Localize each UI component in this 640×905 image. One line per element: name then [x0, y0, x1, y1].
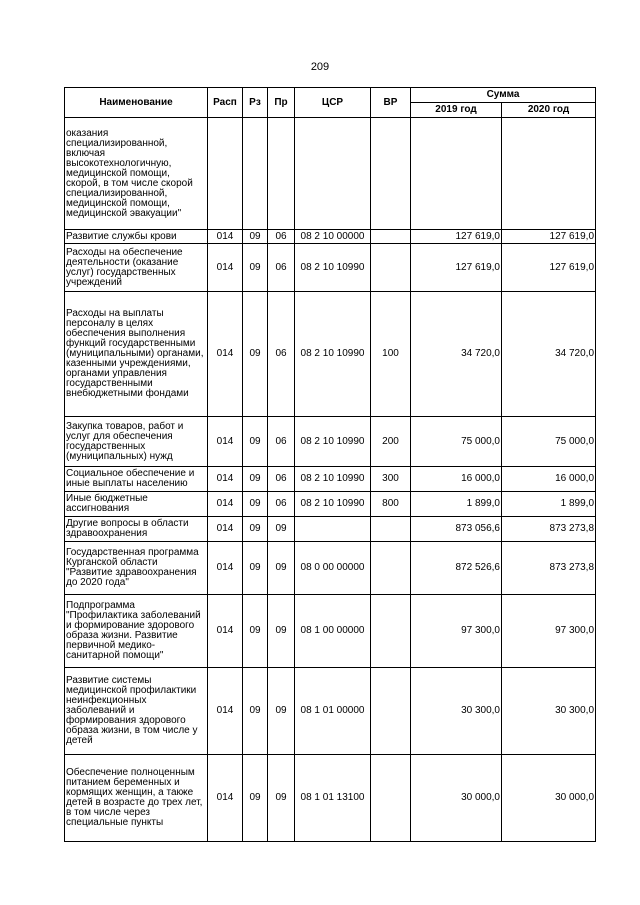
- row-csr: [295, 517, 371, 542]
- row-rz: 09: [243, 517, 268, 542]
- row-rz: 09: [243, 292, 268, 417]
- row-sum-2019: 75 000,0: [411, 417, 502, 467]
- row-csr: [295, 118, 371, 230]
- row-rasp: 014: [208, 467, 243, 492]
- page-number: 209: [310, 61, 330, 73]
- row-pr: 09: [268, 542, 295, 595]
- row-vr: [371, 668, 411, 755]
- row-name: Развитие службы крови: [65, 230, 208, 244]
- header-vr: ВР: [371, 88, 411, 118]
- row-name: Обеспечение полноценным питанием беременных и кормящих женщин, а также детей в возрасте до трех лет, в том числе через специальные пункты: [65, 755, 208, 842]
- row-rz: 09: [243, 595, 268, 668]
- row-pr: 06: [268, 417, 295, 467]
- row-sum-2020: 34 720,0: [502, 292, 596, 417]
- row-rz: 09: [243, 668, 268, 755]
- row-name: оказания специализированной, включая высокотехнологичную, медицинской помощи, скорой, в том числе скорой специализированной, медицинской помощи, медицинской эвакуации": [65, 118, 208, 230]
- row-pr: 09: [268, 595, 295, 668]
- row-vr: 300: [371, 467, 411, 492]
- row-sum-2020: [502, 118, 596, 230]
- row-rasp: 014: [208, 417, 243, 467]
- table-row: [65, 542, 596, 595]
- row-name: Расходы на обеспечение деятельности (оказание услуг) государственных учреждений: [65, 244, 208, 292]
- row-vr: 800: [371, 492, 411, 517]
- row-sum-2019: 30 300,0: [411, 668, 502, 755]
- row-vr: [371, 517, 411, 542]
- row-csr: 08 0 00 00000: [295, 542, 371, 595]
- row-sum-2019: 16 000,0: [411, 467, 502, 492]
- row-sum-2020: 127 619,0: [502, 230, 596, 244]
- table-row: [65, 668, 596, 755]
- row-vr: [371, 118, 411, 230]
- row-rasp: 014: [208, 595, 243, 668]
- row-rasp: 014: [208, 755, 243, 842]
- row-rz: 09: [243, 230, 268, 244]
- row-csr: 08 1 01 13100: [295, 755, 371, 842]
- budget-table: [64, 87, 596, 842]
- row-rasp: 014: [208, 492, 243, 517]
- row-pr: 06: [268, 244, 295, 292]
- table-row: [65, 230, 596, 244]
- row-name: Социальное обеспечение и иные выплаты населению: [65, 467, 208, 492]
- table-row: [65, 595, 596, 668]
- table-row: [65, 417, 596, 467]
- header-2019: 2019 год: [411, 103, 502, 118]
- row-pr: 06: [268, 230, 295, 244]
- row-sum-2020: 873 273,8: [502, 542, 596, 595]
- row-pr: [268, 118, 295, 230]
- row-name: Расходы на выплаты персоналу в целях обеспечения выполнения функций государственными (муниципальными) органами, казенными учреждениями, органами управления государственными внебюджетными фондами: [65, 292, 208, 417]
- row-pr: 06: [268, 492, 295, 517]
- row-name: Государственная программа Курганской области "Развитие здравоохранения до 2020 года": [65, 542, 208, 595]
- row-csr: 08 2 10 10990: [295, 492, 371, 517]
- table-row: [65, 292, 596, 417]
- table-row: [65, 244, 596, 292]
- row-csr: 08 2 10 10990: [295, 244, 371, 292]
- header-2020: 2020 год: [502, 103, 596, 118]
- row-rasp: 014: [208, 292, 243, 417]
- row-pr: 09: [268, 668, 295, 755]
- row-csr: 08 1 01 00000: [295, 668, 371, 755]
- row-pr: 09: [268, 755, 295, 842]
- row-rasp: 014: [208, 668, 243, 755]
- row-vr: [371, 542, 411, 595]
- row-rasp: [208, 118, 243, 230]
- row-rasp: 014: [208, 230, 243, 244]
- row-rz: 09: [243, 417, 268, 467]
- row-sum-2020: 75 000,0: [502, 417, 596, 467]
- row-csr: 08 2 10 10990: [295, 417, 371, 467]
- row-sum-2019: 30 000,0: [411, 755, 502, 842]
- header-name: Наименование: [65, 88, 208, 118]
- row-sum-2019: 97 300,0: [411, 595, 502, 668]
- row-sum-2020: 127 619,0: [502, 244, 596, 292]
- row-csr: 08 2 10 10990: [295, 292, 371, 417]
- row-sum-2020: 30 000,0: [502, 755, 596, 842]
- row-vr: [371, 755, 411, 842]
- row-sum-2019: 872 526,6: [411, 542, 502, 595]
- row-vr: [371, 230, 411, 244]
- row-rasp: 014: [208, 517, 243, 542]
- row-sum-2020: 1 899,0: [502, 492, 596, 517]
- header-rasp: Расп: [208, 88, 243, 118]
- row-csr: 08 2 10 10990: [295, 467, 371, 492]
- table-row: [65, 755, 596, 842]
- row-sum-2020: 97 300,0: [502, 595, 596, 668]
- row-name: Другие вопросы в области здравоохранения: [65, 517, 208, 542]
- row-sum-2019: 127 619,0: [411, 230, 502, 244]
- header-sum: Сумма: [411, 88, 596, 103]
- row-name: Иные бюджетные ассигнования: [65, 492, 208, 517]
- row-rz: 09: [243, 492, 268, 517]
- table-row: [65, 118, 596, 230]
- row-sum-2019: 1 899,0: [411, 492, 502, 517]
- row-vr: 200: [371, 417, 411, 467]
- row-rasp: 014: [208, 244, 243, 292]
- row-csr: 08 1 00 00000: [295, 595, 371, 668]
- row-vr: [371, 244, 411, 292]
- row-sum-2019: 127 619,0: [411, 244, 502, 292]
- row-rz: 09: [243, 755, 268, 842]
- table-row: [65, 492, 596, 517]
- row-pr: 06: [268, 292, 295, 417]
- header-csr: ЦСР: [295, 88, 371, 118]
- row-sum-2020: 873 273,8: [502, 517, 596, 542]
- row-rz: 09: [243, 542, 268, 595]
- row-name: Закупка товаров, работ и услуг для обеспечения государственных (муниципальных) нужд: [65, 417, 208, 467]
- row-rasp: 014: [208, 542, 243, 595]
- row-rz: 09: [243, 244, 268, 292]
- row-pr: 09: [268, 517, 295, 542]
- table-row: [65, 467, 596, 492]
- row-sum-2019: [411, 118, 502, 230]
- row-rz: 09: [243, 467, 268, 492]
- row-sum-2020: 16 000,0: [502, 467, 596, 492]
- header-rz: Рз: [243, 88, 268, 118]
- row-vr: [371, 595, 411, 668]
- row-vr: 100: [371, 292, 411, 417]
- row-name: Подпрограмма "Профилактика заболеваний и формирование здорового образа жизни. Развитие первичной медико-санитарной помощи": [65, 595, 208, 668]
- row-rz: [243, 118, 268, 230]
- table-row: [65, 517, 596, 542]
- header-pr: Пр: [268, 88, 295, 118]
- row-csr: 08 2 10 00000: [295, 230, 371, 244]
- row-sum-2019: 873 056,6: [411, 517, 502, 542]
- row-sum-2020: 30 300,0: [502, 668, 596, 755]
- row-name: Развитие системы медицинской профилактики неинфекционных заболеваний и формирования здорового образа жизни, в том числе у детей: [65, 668, 208, 755]
- row-sum-2019: 34 720,0: [411, 292, 502, 417]
- row-pr: 06: [268, 467, 295, 492]
